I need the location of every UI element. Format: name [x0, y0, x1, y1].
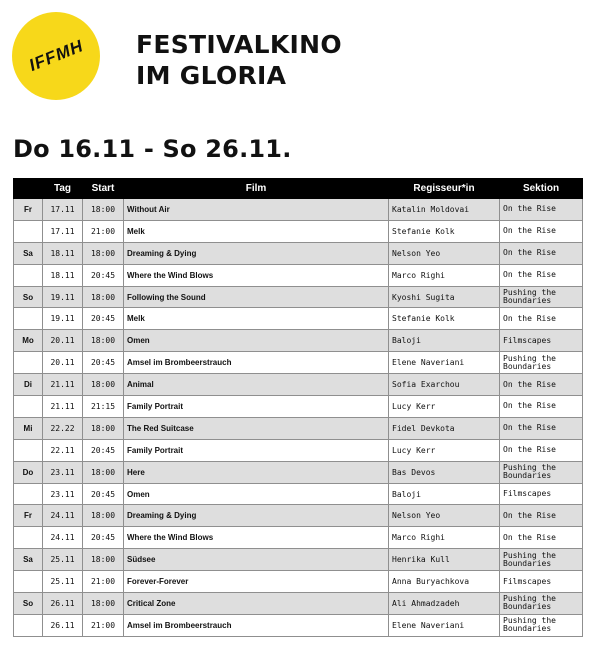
section-cell: On the Rise — [500, 308, 583, 330]
weekday-cell: Mi — [14, 417, 43, 439]
film-title-cell: Omen — [124, 483, 389, 505]
film-title-cell: The Red Suitcase — [124, 417, 389, 439]
weekday-cell: Do — [14, 461, 43, 483]
section-cell: Filmscapes — [500, 330, 583, 352]
date-cell: 18.11 — [43, 242, 83, 264]
date-cell: 25.11 — [43, 571, 83, 593]
table-row — [14, 461, 583, 483]
table-row — [14, 417, 583, 439]
table-row — [14, 220, 583, 242]
director-cell: Ali Ahmadzadeh — [389, 593, 500, 615]
festival-logo — [12, 12, 100, 100]
film-title-cell: Melk — [124, 308, 389, 330]
film-title-cell: Here — [124, 461, 389, 483]
table-row — [14, 352, 583, 374]
table-row — [14, 505, 583, 527]
table-row — [14, 527, 583, 549]
date-cell: 23.11 — [43, 483, 83, 505]
date-cell: 26.11 — [43, 593, 83, 615]
director-cell: Stefanie Kolk — [389, 220, 500, 242]
director-cell: Lucy Kerr — [389, 396, 500, 418]
director-cell: Katalin Moldovai — [389, 199, 500, 221]
table-row — [14, 308, 583, 330]
date-cell: 25.11 — [43, 549, 83, 571]
start-time-cell: 18:00 — [83, 417, 124, 439]
weekday-cell: Sa — [14, 242, 43, 264]
date-cell: 22.11 — [43, 439, 83, 461]
schedule-body — [14, 199, 583, 637]
section-cell: Pushing the Boundaries — [500, 549, 583, 571]
start-time-cell: 18:00 — [83, 549, 124, 571]
director-cell: Anna Buryachkova — [389, 571, 500, 593]
film-title-cell: Animal — [124, 374, 389, 396]
date-cell: 23.11 — [43, 461, 83, 483]
date-cell: 24.11 — [43, 527, 83, 549]
film-title-cell: Critical Zone — [124, 593, 389, 615]
start-time-cell: 18:00 — [83, 461, 124, 483]
section-cell: Pushing the Boundaries — [500, 614, 583, 636]
film-title-cell: Family Portrait — [124, 439, 389, 461]
director-cell: Bas Devos — [389, 461, 500, 483]
date-range-heading: Do 16.11 - So 26.11. — [13, 135, 292, 163]
table-row — [14, 571, 583, 593]
start-time-cell: 21:00 — [83, 220, 124, 242]
date-cell: 20.11 — [43, 352, 83, 374]
table-header-row — [14, 179, 583, 199]
start-time-cell: 18:00 — [83, 330, 124, 352]
header-start: Start — [83, 179, 124, 199]
director-cell: Stefanie Kolk — [389, 308, 500, 330]
section-cell: Pushing the Boundaries — [500, 461, 583, 483]
weekday-cell — [14, 308, 43, 330]
table-row — [14, 396, 583, 418]
section-cell: On the Rise — [500, 527, 583, 549]
film-title-cell: Family Portrait — [124, 396, 389, 418]
date-cell: 20.11 — [43, 330, 83, 352]
start-time-cell: 18:00 — [83, 286, 124, 308]
table-row — [14, 242, 583, 264]
start-time-cell: 18:00 — [83, 199, 124, 221]
start-time-cell: 18:00 — [83, 505, 124, 527]
weekday-cell — [14, 483, 43, 505]
weekday-cell: So — [14, 286, 43, 308]
start-time-cell: 20:45 — [83, 527, 124, 549]
table-row — [14, 483, 583, 505]
weekday-cell — [14, 439, 43, 461]
header-film: Film — [124, 179, 389, 199]
date-cell: 21.11 — [43, 396, 83, 418]
section-cell: Pushing the Boundaries — [500, 286, 583, 308]
film-title-cell: Without Air — [124, 199, 389, 221]
start-time-cell: 18:00 — [83, 242, 124, 264]
section-cell: On the Rise — [500, 374, 583, 396]
date-cell: 26.11 — [43, 614, 83, 636]
director-cell: Kyoshi Sugita — [389, 286, 500, 308]
date-cell: 19.11 — [43, 308, 83, 330]
film-title-cell: Dreaming & Dying — [124, 505, 389, 527]
section-cell: Filmscapes — [500, 571, 583, 593]
director-cell: Baloji — [389, 330, 500, 352]
weekday-cell — [14, 527, 43, 549]
venue-title-line1: FESTIVALKINO — [136, 30, 342, 59]
director-cell: Marco Righi — [389, 527, 500, 549]
header-date: Tag — [43, 179, 83, 199]
start-time-cell: 20:45 — [83, 264, 124, 286]
director-cell: Nelson Yeo — [389, 505, 500, 527]
weekday-cell — [14, 352, 43, 374]
table-row — [14, 264, 583, 286]
weekday-cell: So — [14, 593, 43, 615]
start-time-cell: 20:45 — [83, 483, 124, 505]
section-cell: On the Rise — [500, 199, 583, 221]
director-cell: Elene Naveriani — [389, 614, 500, 636]
section-cell: On the Rise — [500, 396, 583, 418]
section-cell: On the Rise — [500, 417, 583, 439]
film-title-cell: Dreaming & Dying — [124, 242, 389, 264]
weekday-cell — [14, 220, 43, 242]
start-time-cell: 18:00 — [83, 593, 124, 615]
director-cell: Henrika Kull — [389, 549, 500, 571]
date-cell: 18.11 — [43, 264, 83, 286]
film-title-cell: Omen — [124, 330, 389, 352]
table-row — [14, 593, 583, 615]
table-row — [14, 199, 583, 221]
film-title-cell: Südsee — [124, 549, 389, 571]
section-cell: On the Rise — [500, 220, 583, 242]
film-title-cell: Melk — [124, 220, 389, 242]
director-cell: Elene Naveriani — [389, 352, 500, 374]
table-row — [14, 614, 583, 636]
section-cell: On the Rise — [500, 439, 583, 461]
weekday-cell: Mo — [14, 330, 43, 352]
director-cell: Fidel Devkota — [389, 417, 500, 439]
table-row — [14, 549, 583, 571]
header-director: Regisseur*in — [389, 179, 500, 199]
date-cell: 24.11 — [43, 505, 83, 527]
table-row — [14, 330, 583, 352]
start-time-cell: 21:15 — [83, 396, 124, 418]
screening-schedule-table — [13, 178, 583, 637]
section-cell: On the Rise — [500, 505, 583, 527]
venue-title — [136, 29, 342, 91]
film-title-cell: Where the Wind Blows — [124, 264, 389, 286]
date-cell: 17.11 — [43, 199, 83, 221]
section-cell: Pushing the Boundaries — [500, 352, 583, 374]
logo-text: IFFMH — [25, 36, 86, 76]
date-cell: 22.22 — [43, 417, 83, 439]
header-section: Sektion — [500, 179, 583, 199]
director-cell: Sofia Exarchou — [389, 374, 500, 396]
film-title-cell: Where the Wind Blows — [124, 527, 389, 549]
director-cell: Baloji — [389, 483, 500, 505]
film-title-cell: Forever-Forever — [124, 571, 389, 593]
weekday-cell — [14, 614, 43, 636]
section-cell: Pushing the Boundaries — [500, 593, 583, 615]
section-cell: On the Rise — [500, 242, 583, 264]
table-row — [14, 286, 583, 308]
start-time-cell: 18:00 — [83, 374, 124, 396]
director-cell: Nelson Yeo — [389, 242, 500, 264]
start-time-cell: 20:45 — [83, 439, 124, 461]
weekday-cell — [14, 571, 43, 593]
date-cell: 19.11 — [43, 286, 83, 308]
table-row — [14, 439, 583, 461]
film-title-cell: Following the Sound — [124, 286, 389, 308]
venue-title-line2: IM GLORIA — [136, 61, 287, 90]
start-time-cell: 21:00 — [83, 614, 124, 636]
director-cell: Lucy Kerr — [389, 439, 500, 461]
weekday-cell: Fr — [14, 505, 43, 527]
start-time-cell: 20:45 — [83, 308, 124, 330]
weekday-cell: Sa — [14, 549, 43, 571]
start-time-cell: 21:00 — [83, 571, 124, 593]
date-cell: 21.11 — [43, 374, 83, 396]
weekday-cell — [14, 264, 43, 286]
table-row — [14, 374, 583, 396]
weekday-cell — [14, 396, 43, 418]
film-title-cell: Amsel im Brombeerstrauch — [124, 352, 389, 374]
date-cell: 17.11 — [43, 220, 83, 242]
header-weekday — [14, 179, 43, 199]
start-time-cell: 20:45 — [83, 352, 124, 374]
film-title-cell: Amsel im Brombeerstrauch — [124, 614, 389, 636]
section-cell: On the Rise — [500, 264, 583, 286]
weekday-cell: Fr — [14, 199, 43, 221]
weekday-cell: Di — [14, 374, 43, 396]
director-cell: Marco Righi — [389, 264, 500, 286]
section-cell: Filmscapes — [500, 483, 583, 505]
